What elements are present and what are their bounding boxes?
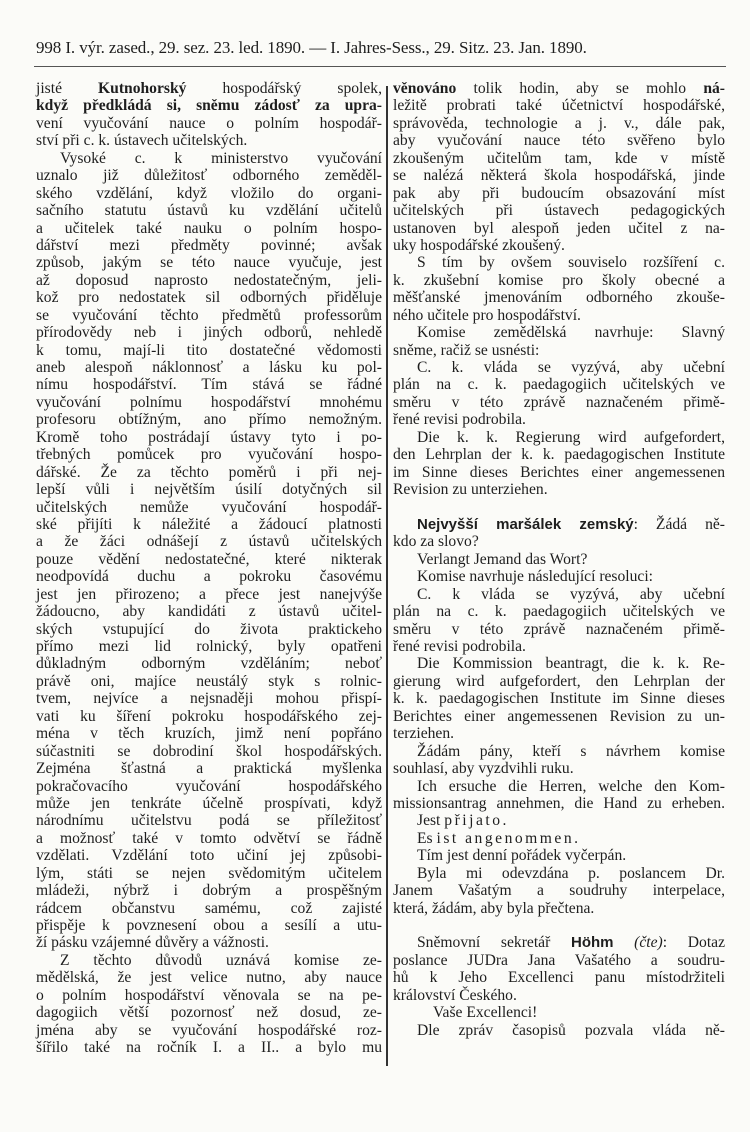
text-line (36, 80, 382, 97)
text-segment: věnováno (393, 80, 457, 97)
text-segment: jisté (36, 80, 99, 97)
text-line: se nalézá některá škola hospodářská, jinde (393, 167, 725, 185)
text-line: a možnosť také v tomto odvětví se řádně (36, 829, 382, 847)
text-line: dagogiich větší pozornosť než dosud, ze- (36, 1004, 382, 1022)
text-line: ského vzdělání, když vložilo do organi- (36, 184, 382, 202)
text-line: lým, státi se nejen svědomitým učitelem (36, 864, 382, 882)
text-line: směru v této zprávě naznačeném přimě- (393, 620, 725, 638)
text-line: až doposud naprosto nedostatečným, jeli- (36, 271, 382, 289)
column-divider (386, 86, 388, 1066)
text-line: ustanoven byl alespoň jeden učitel z na- (393, 219, 725, 237)
text-line: mládeži, nýbrž i dobrým a prospěšným (36, 882, 382, 900)
text-line: a učitelek také nauku o polním hospo- (36, 219, 382, 237)
text-segment: : Žádá ně- (633, 515, 725, 533)
text-line: den Lehrplan der k. k. paedagogischen Institute (393, 446, 725, 464)
text-line: může jen tenkráte účelně prospívati, když (36, 794, 382, 812)
text-line: k. zkušební komise pro školy obecné a (393, 271, 725, 289)
text-line: k. k. paedagogischen Institute im Sinne dieses (393, 690, 725, 708)
text-line: souhlasí, aby vyzdvihli ruku. (393, 760, 574, 778)
text-line: pak aby při budoucím obsazování míst (393, 184, 725, 202)
text-line: dářství mezi předměty povinné; avšak (36, 236, 382, 254)
text-line: řené revisi podrobila. (393, 411, 526, 429)
left-column (36, 80, 382, 1057)
text-line: ležitě probrati také účetnictví hospodářské, (393, 97, 725, 115)
text-line: aby vyučování nauce této svěřeno bylo (393, 132, 725, 150)
text-line: mědělská, že jest velice nutno, aby nauce (36, 969, 382, 987)
text-segment: (čte) (613, 934, 663, 952)
text-segment: Es (417, 829, 437, 847)
text-segment: Kutnohorský (98, 80, 187, 97)
text-segment: : Dotaz (662, 934, 726, 952)
text-line: Tím jest denní pořádek vyčerpán. (417, 847, 627, 865)
text-line: a že žáci odnášejí z ústavů učitelských (36, 533, 382, 551)
text-line: království Českého. (393, 986, 517, 1004)
text-line: poslance JUDra Jana Vašatého a soudru- (393, 951, 725, 969)
text-line: profesoru obtížným, ano přímo nemožným. (36, 411, 382, 429)
text-line (393, 812, 725, 829)
text-line: vati ku šíření pokroku hospodářského zej- (36, 707, 382, 725)
text-line: Vaše Excellenci! (433, 1004, 538, 1022)
text-line (393, 830, 725, 847)
text-line: gierung wird aufgefordert, den Lehrplan der (393, 672, 725, 690)
text-line: ného učitele pro hospodářství. (393, 306, 581, 324)
header-divider (34, 66, 726, 67)
text-line: ské přijíti k náležité a žádoucí platnosti (36, 515, 382, 533)
text-line: o polním hospodářství věnovala se na pe- (36, 986, 382, 1004)
text-line: sačního statutu ústavů ku vzdělání učitelů (36, 202, 382, 220)
text-line: súčastniti se dobrodiní škol hospodářských. (36, 742, 382, 760)
text-line: Komise zemědělská navrhuje: Slavný (417, 324, 725, 342)
text-line: žádoucno, aby kandidáti z ústavů učitel- (36, 603, 382, 621)
text-line: Ich ersuche die Herren, welche den Kom- (417, 777, 725, 795)
text-line: dářské. Že za těchto poměrů i při nej- (36, 463, 382, 481)
text-line: kož pro nedostatek sil odborných přiděluje (36, 289, 382, 307)
text-segment: ist angenommen. (436, 829, 581, 847)
text-line: přímo mezi lid rolnický, byly opatřeni (36, 638, 382, 655)
text-line: plán na c. k. paedagogiich učitelských ve (393, 376, 725, 394)
text-line: správověda, technologie a j. v., dále pak, (393, 114, 725, 132)
text-line: právě oni, majíce neustálý styk s rolnic- (36, 672, 382, 690)
text-line: uznalo již důležitosť odborného zeměděl- (36, 167, 382, 185)
text-line: vení vyučování nauce o polním hospodář- (36, 114, 382, 132)
text-line: terziehen. (393, 725, 455, 743)
text-line: uky hospodářské zkoušený. (393, 236, 565, 254)
text-line: se vyučování těchto předmětů professorům (36, 306, 382, 324)
text-line: vyučování polnímu hospodářství mnohému (36, 393, 382, 411)
text-line: k tomu, mají-li tito dostatečné vědomosti (36, 341, 382, 359)
text-line (393, 934, 725, 951)
text-line: plán na c. k. paedagogiich učitelských ve (393, 603, 725, 621)
blank-line (393, 499, 725, 516)
text-line: pouze vědění nedostatečné, které nikterak (36, 550, 382, 568)
page-header: 998 I. výr. zased., 29. sez. 23. led. 1890. — I. Jahres-Sess., 29. Sitz. 23. Jan. 1890. (36, 38, 587, 57)
text-segment: Nejvyšší maršálek zemský (417, 515, 634, 533)
text-line: Dle zpráv časopisů pozvala vláda ně- (417, 1021, 725, 1039)
text-segment: hospodářský spolek, (186, 80, 382, 97)
text-line: učitelských při ústavech pedagogických (393, 202, 725, 220)
text-line: Janem Vašatým a soudruhy interpelace, (393, 882, 725, 900)
text-line: Die k. k. Regierung wird aufgefordert, (417, 428, 725, 446)
text-line: Žádám pány, kteří s návrhem komise (417, 742, 725, 760)
blank-line (393, 917, 725, 934)
text-line: tvem, nejvíce a nejsnaději mohou přispí- (36, 690, 382, 708)
text-line: zkoušeným učitelům tam, kde v místě (393, 149, 725, 167)
text-line: neodpovídá duchu a pokroku časovému (36, 568, 382, 586)
text-line: aneb alespoň náklonnosť a lásku ku pol- (36, 359, 382, 376)
text-line: C. k vláda se vyzývá, aby učební (417, 585, 725, 603)
text-line: směru v této zprávě naznačeném přimě- (393, 393, 725, 411)
text-line: jména aby se vyučování hospodářské roz- (36, 1021, 382, 1039)
text-line (393, 516, 725, 533)
text-line: přírodovědy neb i jiných odborů, nehledě (36, 324, 382, 342)
text-line: nímu hospodářství. Tím stává se řádné (36, 376, 382, 394)
text-line: Zejména šťastná a praktická myšlenka (36, 760, 382, 778)
text-line: C. k. vláda se vyzývá, aby učební (417, 359, 725, 376)
text-line: Berichtes einer angemessenen Revision zu un- (393, 707, 725, 725)
text-line: Z těchto důvodů uznává komise ze- (60, 951, 382, 969)
text-line: jest jen přirozeno; a přece jest nanejvýše (36, 585, 382, 603)
text-line: hů k Jeho Excellenci panu místodržiteli (393, 969, 725, 987)
text-line: přispěje k povznesení obou a sesílí a utu- (36, 917, 382, 934)
text-line: důkladným odborným vzděláním; neboť (36, 655, 382, 673)
text-line: rádcem občanstvu samému, což zajisté (36, 899, 382, 917)
text-segment: Höhm (570, 934, 614, 952)
text-line (36, 97, 382, 114)
text-segment: Jest (417, 812, 445, 830)
text-line: Verlangt Jemand das Wort? (417, 550, 588, 568)
text-line: Byla mi odevzdána p. poslancem Dr. (417, 864, 725, 882)
text-line: třebných pomůcek pro vyučování hospo- (36, 446, 382, 464)
text-line: im Sinne dieses Berichtes einer angemessenen (393, 463, 725, 481)
text-line (393, 80, 725, 97)
text-line: kdo za slovo? (393, 533, 479, 551)
text-segment: ná- (703, 80, 725, 97)
text-line: ských vstupující do života praktickeho (36, 620, 382, 638)
text-segment: když předkládá si, sněmu zádosť za upra- (36, 97, 382, 115)
text-line: pokračovacího vyučování hospodářského (36, 777, 382, 795)
text-line: lepší vůli i největším úsilí dotyčných sil (36, 481, 382, 499)
text-line: měšťanské jmenováním odborného zkouše- (393, 289, 725, 307)
text-segment: přijato. (444, 812, 509, 830)
text-segment: Sněmovní sekretář (417, 934, 571, 952)
text-line: ží pásku vzájemné důvěry a vážnosti. (36, 934, 269, 952)
text-line: ména v těch kruzích, jimž není popřáno (36, 725, 382, 743)
text-line: missionsantrag annehmen, die Hand zu erheben. (393, 794, 725, 812)
text-line: řené revisi podrobila. (393, 638, 526, 655)
text-line: která, žádám, aby byla přečtena. (393, 899, 595, 917)
text-line: způsob, jakým se této nauce vyučuje, jest (36, 254, 382, 272)
text-line: Vysoké c. k ministerstvo vyučování (60, 149, 382, 167)
text-line: národnímu učitelstvu podá se příležitosť (36, 812, 382, 830)
text-line: ství při c. k. ústavech učitelských. (36, 132, 248, 150)
text-line: učitelských nemůže vyučování hospodář- (36, 498, 382, 516)
text-line: vzdělati. Vzdělání toto učiní jej způsobi- (36, 847, 382, 865)
right-column (393, 80, 725, 1039)
text-segment: tolik hodin, aby se mohlo (456, 80, 704, 97)
text-line: Komise navrhuje následující resoluci: (417, 568, 654, 586)
text-line: S tím by ovšem souviselo rozšíření c. (417, 254, 725, 272)
text-line: Die Kommission beantragt, die k. k. Re- (417, 655, 725, 673)
text-line: Revision zu unterziehen. (393, 481, 548, 499)
text-line: sněme, račiž se usnésti: (393, 341, 540, 359)
text-line: šířilo také na ročník I. a II.. a bylo mu (36, 1039, 382, 1057)
text-line: Kromě toho postrádají ústavy tyto i po- (36, 428, 382, 446)
